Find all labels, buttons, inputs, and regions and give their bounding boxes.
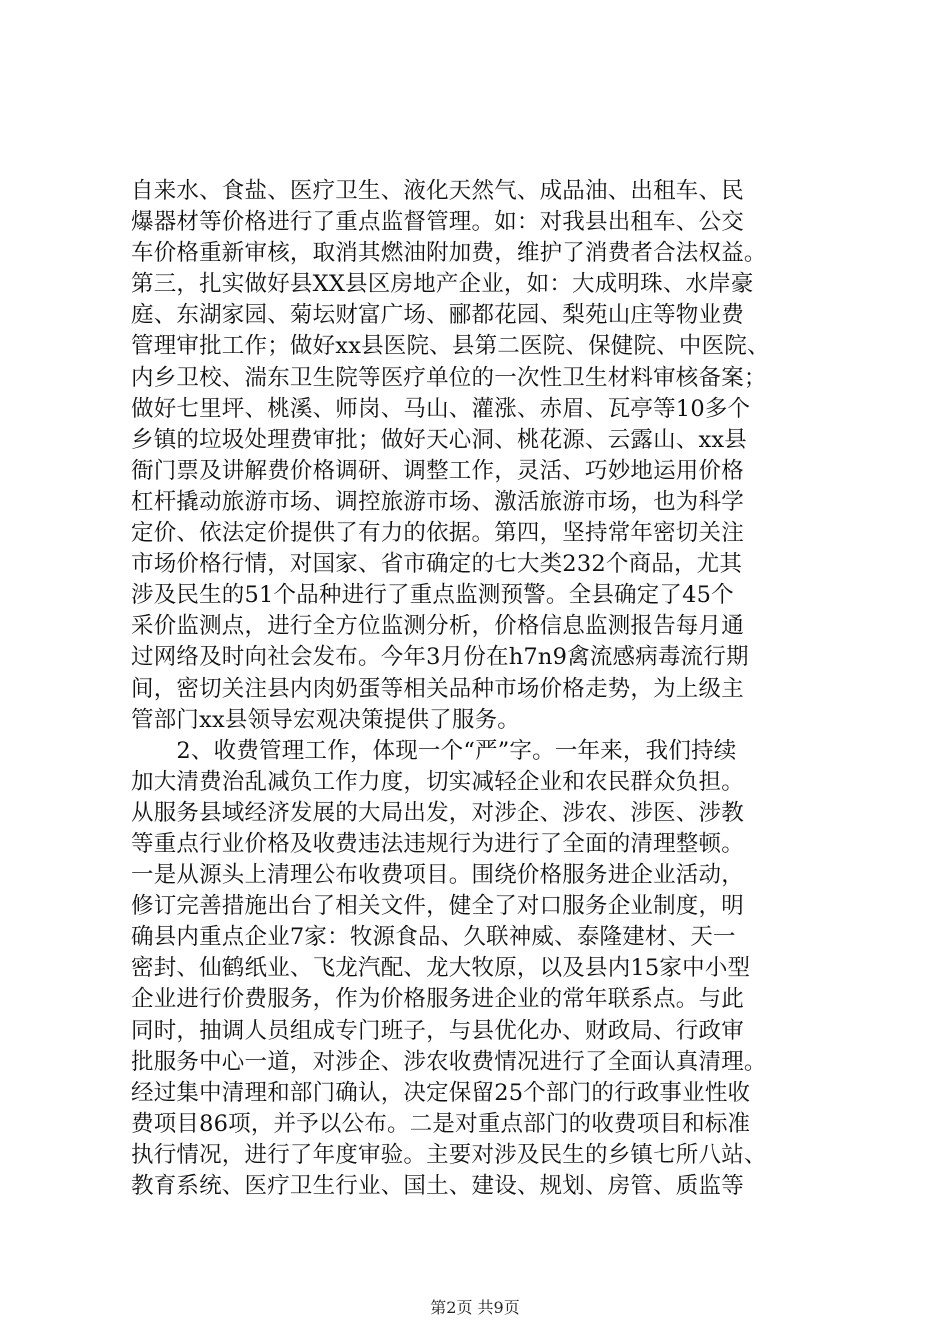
text-line: 同时，抽调人员组成专门班子，与县优化办、财政局、行政审 bbox=[131, 1017, 744, 1044]
text-line: 自来水、食盐、医疗卫生、液化天然气、成品油、出租车、民 bbox=[131, 178, 744, 204]
text-line: 费项目86项，并予以公布。二是对重点部门的收费项目和标准 bbox=[131, 1110, 751, 1137]
text-line: 杠杆撬动旅游市场、调控旅游市场、激活旅游市场，也为科学 bbox=[131, 488, 744, 515]
text-line: 执行情况，进行了年度审验。主要对涉及民生的乡镇七所八站、 bbox=[131, 1141, 767, 1168]
text-line: 批服务中心一道，对涉企、涉农收费情况进行了全面认真清理。 bbox=[131, 1048, 767, 1075]
text-line: 企业进行价费服务，作为价格服务进企业的常年联系点。与此 bbox=[131, 986, 744, 1013]
text-line: 内乡卫校、湍东卫生院等医疗单位的一次性卫生材料审核备案； bbox=[131, 364, 767, 391]
text-line: 间，密切关注县内肉奶蛋等相关品种市场价格走势，为上级主 bbox=[131, 675, 744, 702]
text-line: 庭、东湖家园、菊坛财富广场、郦都花园、梨苑山庄等物业费 bbox=[131, 302, 744, 329]
text-line: 做好七里坪、桃溪、师岗、马山、灌涨、赤眉、瓦亭等10多个 bbox=[131, 395, 751, 422]
text-line: 爆器材等价格进行了重点监督管理。如：对我县出租车、公交 bbox=[131, 209, 744, 236]
paragraph-start-line: 2、收费管理工作，体现一个“严”字。一年来，我们持续 bbox=[131, 737, 737, 764]
text-line: 一是从源头上清理公布收费项目。围绕价格服务进企业活动， bbox=[131, 862, 744, 889]
text-line: 涉及民生的51个品种进行了重点监测预警。全县确定了45个 bbox=[131, 582, 734, 609]
text-line: 教育系统、医疗卫生行业、国土、建设、规划、房管、质监等 bbox=[131, 1173, 744, 1199]
text-line: 确县内重点企业7家：牧源食品、久联神威、泰隆建材、天一 bbox=[131, 924, 736, 951]
text-line: 第三，扎实做好县XX县区房地产企业，如：大成明珠、水岸豪 bbox=[131, 271, 754, 298]
text-line: 乡镇的垃圾处理费审批；做好天心洞、桃花源、云露山、xx县 bbox=[131, 426, 747, 453]
text-line: 车价格重新审核，取消其燃油附加费，维护了消费者合法权益。 bbox=[131, 240, 767, 267]
text-line: 定价、依法定价提供了有力的依据。第四，坚持常年密切关注 bbox=[131, 520, 744, 547]
body-text bbox=[131, 176, 831, 1202]
text-line: 从服务县域经济发展的大局出发，对涉企、涉农、涉医、涉教 bbox=[131, 799, 744, 826]
page-footer: 第2页 共9页 bbox=[430, 1298, 520, 1317]
text-line: 市场价格行情，对国家、省市确定的七大类232个商品，尤其 bbox=[131, 551, 743, 578]
text-line: 管理审批工作；做好xx县医院、县第二医院、保健院、中医院、 bbox=[131, 333, 770, 360]
text-line: 修订完善措施出台了相关文件，健全了对口服务企业制度，明 bbox=[131, 893, 744, 920]
text-line: 衙门票及讲解费价格调研、调整工作，灵活、巧妙地运用价格 bbox=[131, 457, 744, 484]
text-line: 密封、仙鹤纸业、飞龙汽配、龙大牧原，以及县内15家中小型 bbox=[131, 955, 751, 982]
text-line: 加大清费治乱减负工作力度，切实减轻企业和农民群众负担。 bbox=[131, 768, 744, 795]
text-line: 经过集中清理和部门确认，决定保留25个部门的行政事业性收 bbox=[131, 1079, 751, 1106]
text-line: 等重点行业价格及收费违法违规行为进行了全面的清理整顿。 bbox=[131, 830, 744, 857]
text-line: 过网络及时向社会发布。今年3月份在h7n9禽流感病毒流行期 bbox=[131, 644, 749, 671]
text-line: 采价监测点，进行全方位监测分析，价格信息监测报告每月通 bbox=[131, 613, 744, 640]
text-line: 管部门xx县领导宏观决策提供了服务。 bbox=[131, 706, 520, 733]
